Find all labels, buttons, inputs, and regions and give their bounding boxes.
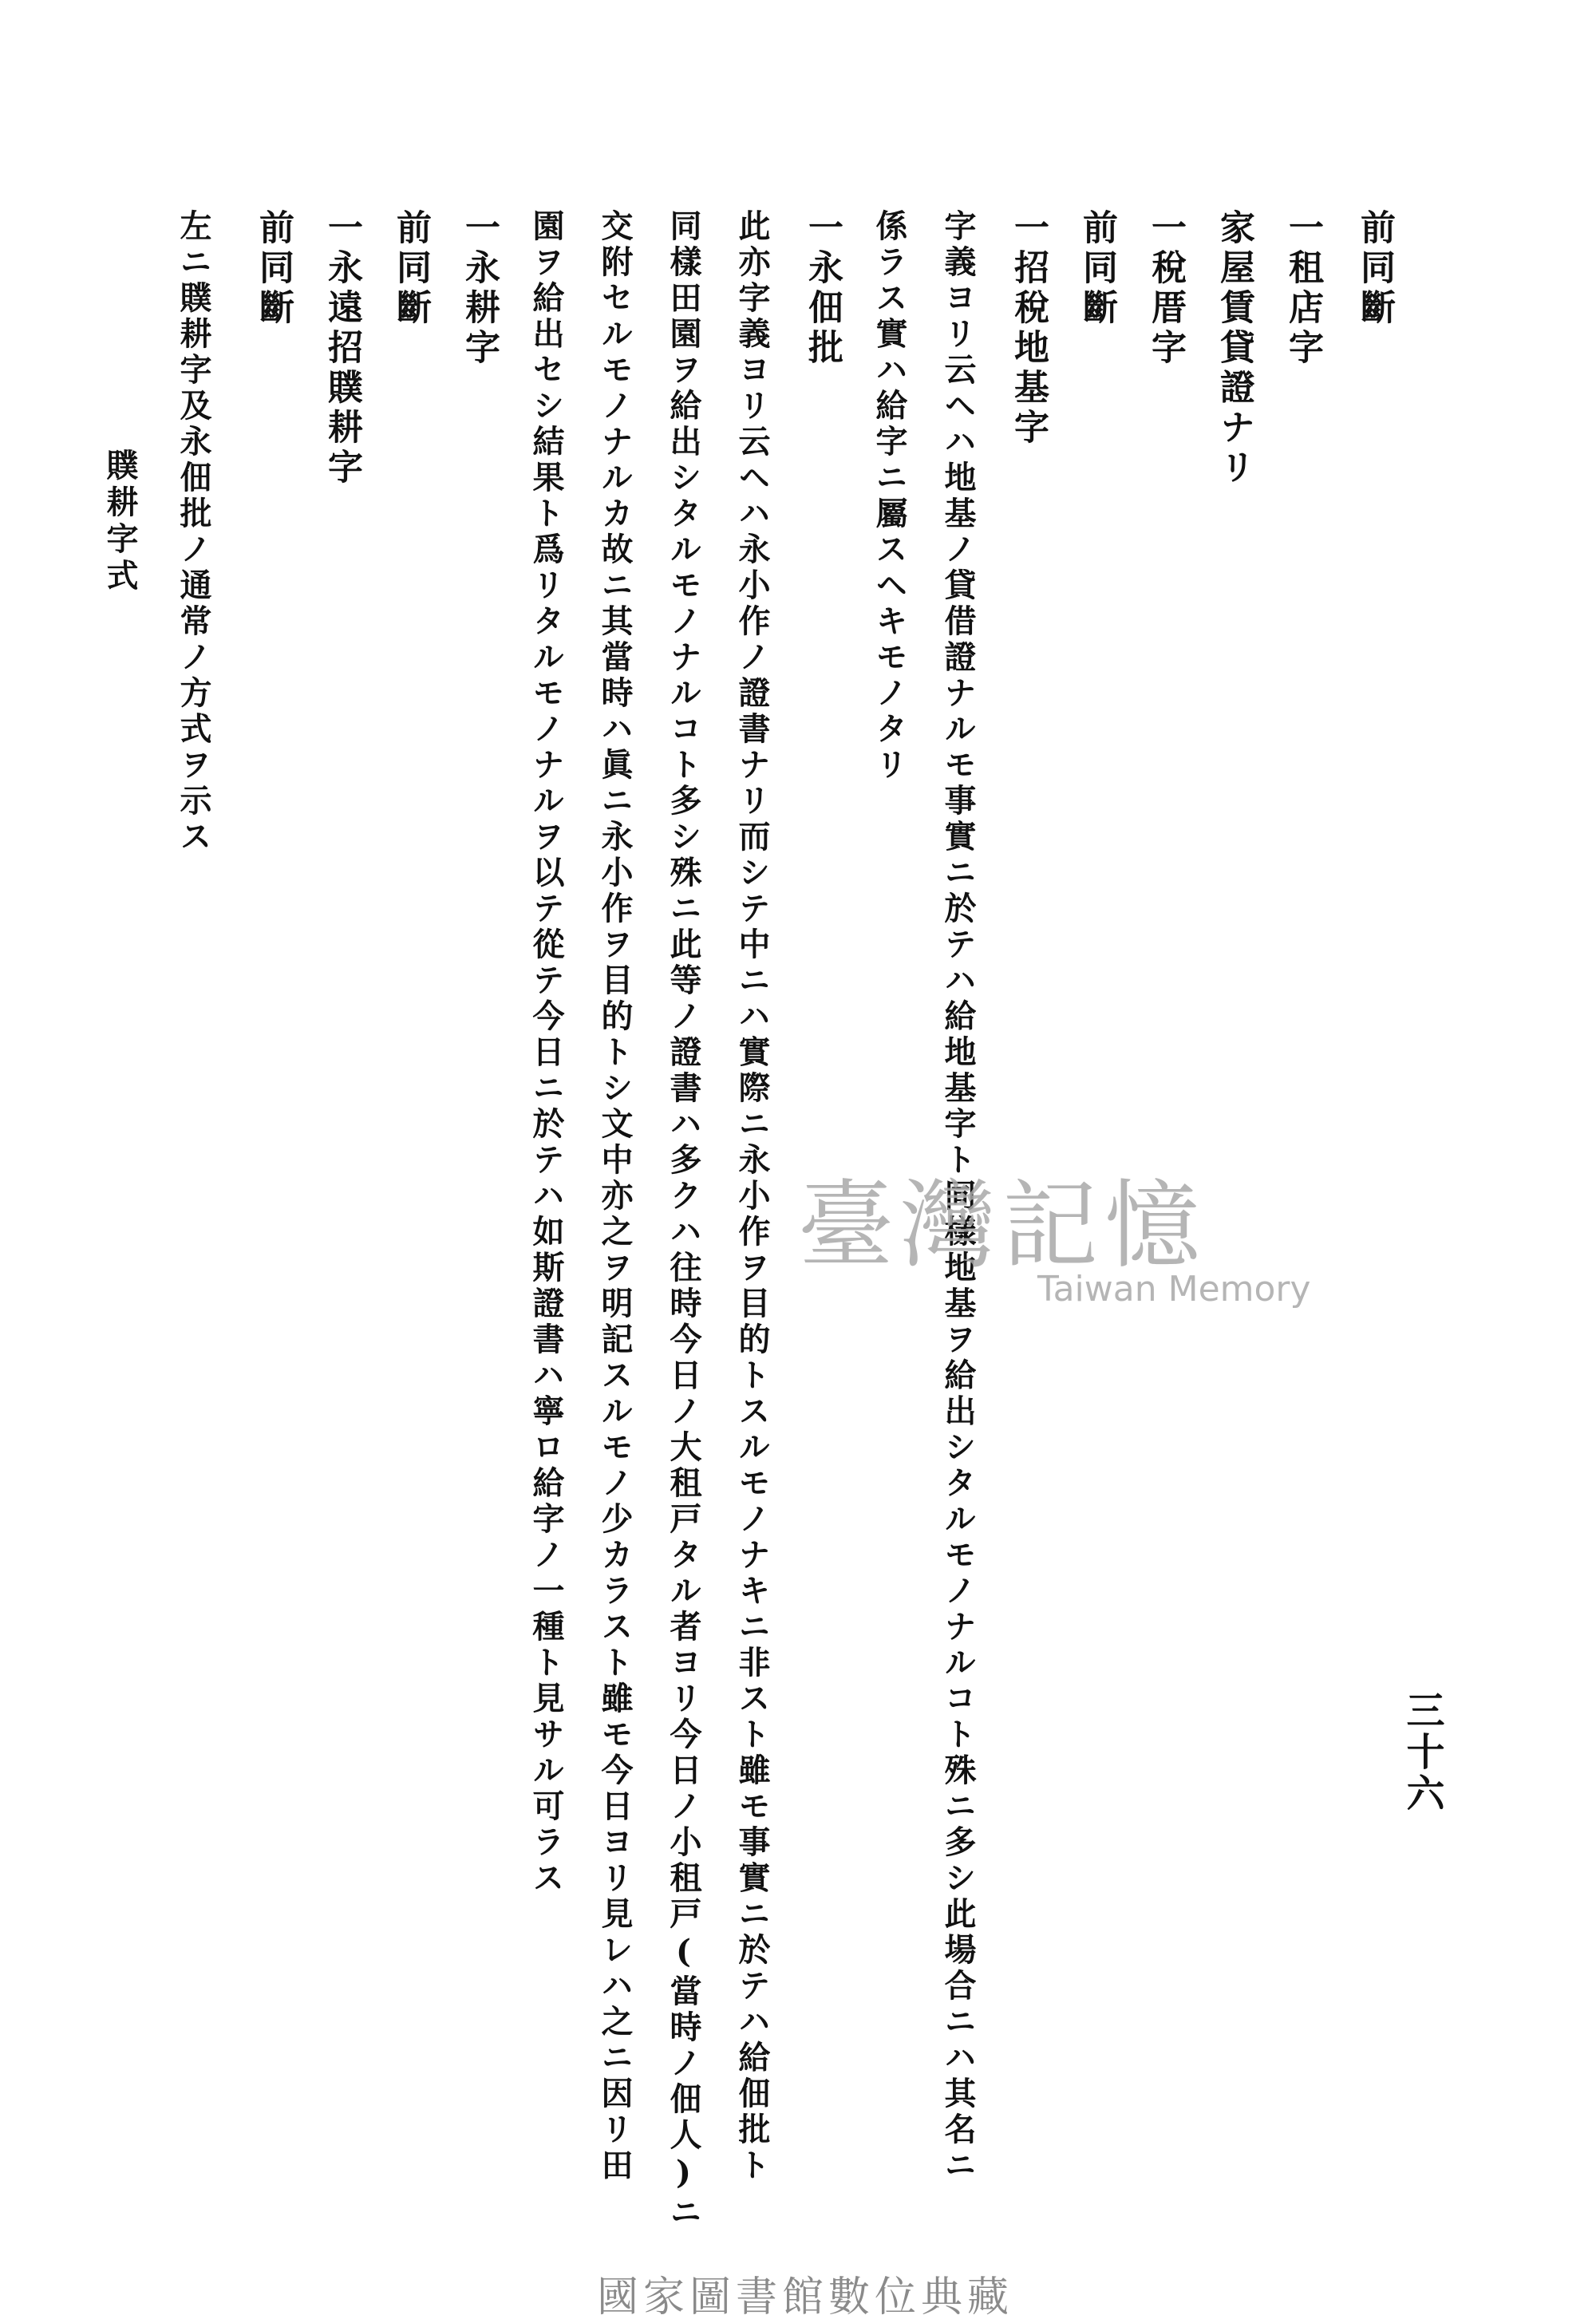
text-column-3: 家屋賃貸證ナリ bbox=[1214, 209, 1254, 488]
text-column-6: 一招稅地基字 bbox=[1008, 209, 1049, 448]
text-column-12: 交附セルモノナルカ故ニ其當時ハ眞ニ永小作ヲ目的トシ文中亦之ヲ明記スルモノ少カラスト雖モ今日ヨリ見レハ之ニ因リ田 bbox=[596, 209, 634, 2184]
text-column-11: 同樣田園ヲ給出シタルモノナルコト多シ殊ニ此等ノ證書ハ多クハ往時今日ノ大租戸タル者ヨリ今日ノ小租戸(當時ノ佃人)ニ bbox=[665, 209, 702, 2231]
text-column-8: 係ラス實ハ給字ニ屬スヘキモノタリ bbox=[871, 209, 908, 784]
text-column-18: 左ニ贌耕字及永佃批ノ通常ノ方式ヲ示ス bbox=[175, 209, 212, 855]
text-column-4: 一稅厝字 bbox=[1145, 209, 1186, 369]
running-head: 贌耕字式 bbox=[101, 448, 139, 595]
text-column-7: 字義ヨリ云ヘハ地基ノ貸借證ナルモ事實ニ於テハ給地基字ト同樣地基ヲ給出シタルモノナルコト殊ニ多シ此場合ニハ其名ニ bbox=[939, 209, 977, 2184]
watermark-text: 臺灣記憶 bbox=[798, 1171, 1207, 1282]
text-column-5: 前同斷 bbox=[1077, 209, 1117, 329]
text-column-14: 一永耕字 bbox=[459, 209, 500, 369]
text-column-13: 園ヲ給出セシ結果ト爲リタルモノナルヲ以テ從テ今日ニ於テハ如斯證書ハ寧ロ給字ノ一種ト見サル可ラス bbox=[527, 209, 565, 1897]
footer-collection-label: 國家圖書館數位典藏 bbox=[597, 2274, 1014, 2321]
text-column-15: 前同斷 bbox=[390, 209, 431, 329]
page-number: 三十六 bbox=[1400, 1690, 1444, 1815]
text-column-2: 一租店字 bbox=[1282, 209, 1323, 369]
text-column-16: 一永遠招贌耕字 bbox=[322, 209, 362, 488]
text-column-17: 前同斷 bbox=[253, 209, 294, 329]
watermark bbox=[798, 1149, 1311, 1310]
text-column-1: 前同斷 bbox=[1354, 209, 1395, 329]
text-column-10: 此亦字義ヨリ云ヘハ永小作ノ證書ナリ而シテ中ニハ實際ニ永小作ヲ目的トスルモノナキニ非スト雖モ事實ニ於テハ給佃批ト bbox=[733, 209, 771, 2184]
text-column-9: 一永佃批 bbox=[802, 209, 843, 369]
watermark-subtitle: Taiwan Memory bbox=[1037, 1269, 1311, 1310]
